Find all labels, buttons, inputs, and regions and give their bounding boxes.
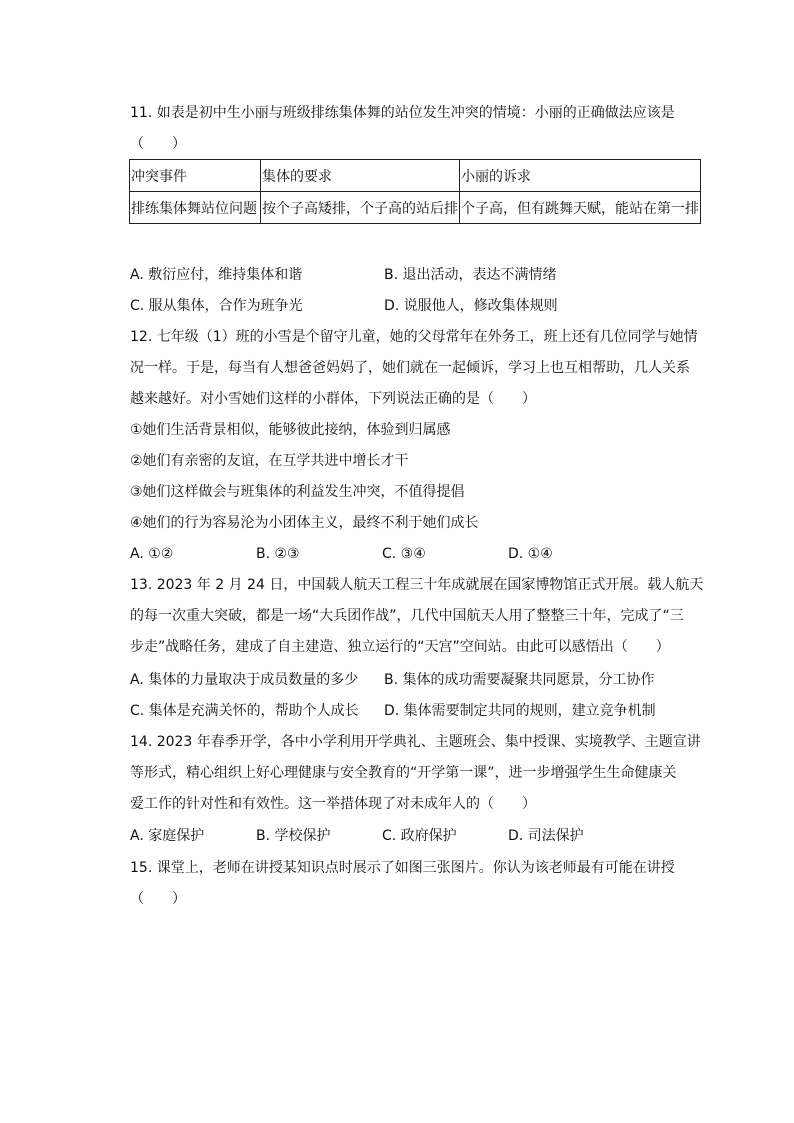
q13-option-d[interactable]: D. 集体需要制定共同的规则，建立竞争机制 [384,703,656,719]
q11-option-b[interactable]: B. 退出活动，表达不满情绪 [384,267,557,283]
q14-stem-line1: 14. 2023 年春季开学，各中小学利用开学典礼、主题班会、集中授课、实境教学、主题宣讲 [130,734,701,750]
table-header-cell: 冲突事件 [130,160,261,192]
table-header-cell: 集体的要求 [261,160,460,192]
q14-stem-line3: 爱工作的针对性和有效性。这一举措体现了对未成年人的（ ） [130,796,536,812]
q11-option-c[interactable]: C. 服从集体，合作为班争光 [130,298,303,314]
q11-option-a[interactable]: A. 敷衍应付，维持集体和谐 [130,267,303,283]
q13-stem-line1: 13. 2023 年 2 月 24 日，中国载人航天工程三十年成就展在国家博物馆正式开展。载人航天 [130,577,704,593]
q12-option-c[interactable]: C. ③④ [382,546,426,562]
table-cell: 个子高，但有跳舞天赋，能站在第一排 [460,192,701,224]
conflict-table [129,159,701,224]
q12-option-a[interactable]: A. ①② [130,546,174,562]
q14-option-b[interactable]: B. 学校保护 [256,828,331,844]
q13-option-b[interactable]: B. 集体的成功需要凝聚共同愿景，分工协作 [384,672,655,688]
q12-option-b[interactable]: B. ②③ [256,546,300,562]
q12-statement-2: ②她们有亲密的友谊，在互学共进中增长才干 [130,453,409,469]
q12-statement-4: ④她们的行为容易沦为小团体主义，最终不利于她们成长 [130,515,479,531]
q14-option-a[interactable]: A. 家庭保护 [130,828,205,844]
q13-stem-line3: 步走”战略任务，建成了自主建造、独立运行的“天宫”空间站。由此可以感悟出（ ） [130,639,670,655]
q12-stem-line1: 12. 七年级（1）班的小雪是个留守儿童，她的父母常年在外务工，班上还有几位同学与她情 [130,329,698,345]
q13-option-c[interactable]: C. 集体是充满关怀的，帮助个人成长 [130,703,359,719]
q14-stem-line2: 等形式，精心组织上好心理健康与安全教育的“开学第一课”，进一步增强学生生命健康关 [130,765,677,781]
table-cell: 按个子高矮排，个子高的站后排 [261,192,460,224]
q14-option-d[interactable]: D. 司法保护 [508,828,584,844]
q13-stem-line2: 的每一次重大突破，都是一场“大兵团作战”，几代中国航天人用了整整三十年，完成了“三 [130,608,684,624]
q15-stem-line1: 15. 课堂上，老师在讲授某知识点时展示了如图三张图片。你认为该老师最有可能在讲授 [130,860,675,876]
q12-stem-line2: 况一样。于是，每当有人想爸爸妈妈了，她们就在一起倾诉，学习上也互相帮助，几人关系 [130,360,690,376]
table-header-cell: 小丽的诉求 [460,160,701,192]
q12-stem-line3: 越来越好。对小雪她们这样的小群体，下列说法正确的是（ ） [130,391,536,407]
table-header-row [130,160,701,192]
q12-option-d[interactable]: D. ①④ [508,546,553,562]
q13-option-a[interactable]: A. 集体的力量取决于成员数量的多少 [130,672,359,688]
q11-stem-line1: 11. 如表是初中生小丽与班级排练集体舞的站位发生冲突的情境：小丽的正确做法应该是 [130,105,675,121]
table-cell: 排练集体舞站位问题 [130,192,261,224]
q12-statement-3: ③她们这样做会与班集体的利益发生冲突，不值得提倡 [130,484,465,500]
q15-stem-line2: （ ） [130,891,186,907]
table-row [130,192,701,224]
q11-option-d[interactable]: D. 说服他人，修改集体规则 [384,298,558,314]
q12-statement-1: ①她们生活背景相似，能够彼此接纳，体验到归属感 [130,422,451,438]
q14-option-c[interactable]: C. 政府保护 [382,828,457,844]
q11-stem-line2: （ ） [130,136,186,152]
